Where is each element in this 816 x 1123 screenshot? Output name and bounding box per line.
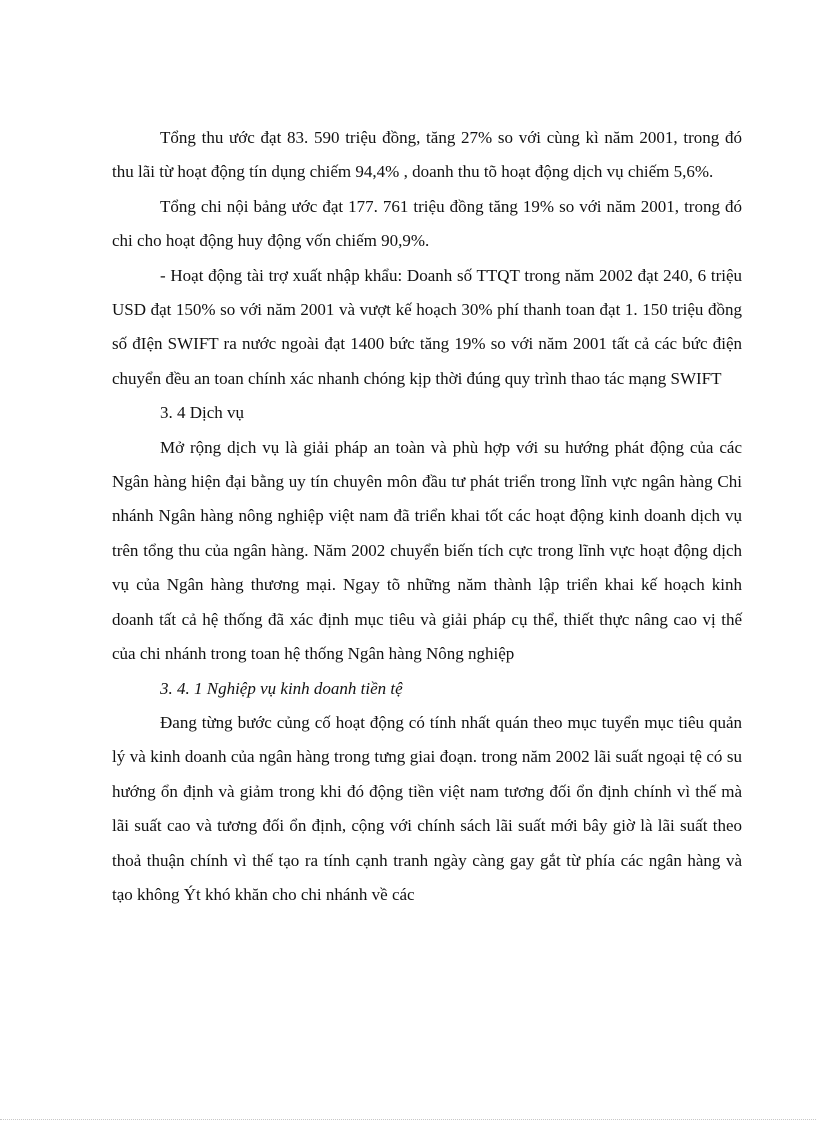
paragraph-services: Mở rộng dịch vụ là giải pháp an toàn và phù hợp với su hướng phát động của các Ngân hàng hiện đại bằng uy tín chuyên môn đầu tư phát triển trong lĩnh vực ngân hàng Chi nhánh Ngân hàng nông nghiệp việt nam đã triển khai tốt các hoạt động kinh doanh dịch vụ trên tổng thu của ngân hàng. Năm 2002 chuyển biến tích cực trong lĩnh vực hoạt động dịch vụ của Ngân hàng thương mại. Ngay tõ những năm thành lập triển khai kế hoạch kinh doanh tất cả hệ thống đã xác định mục tiêu và giải pháp cụ thể, thiết thực nâng cao vị thế của chi nhánh trong toan hệ thống Ngân hàng Nông nghiệp: [112, 437, 742, 664]
paragraph-currency-business: Đang từng bước củng cố hoạt động có tính nhất quán theo mục tuyển mục tiêu quản lý và kinh doanh của ngân hàng trong tưng giai đoạn. trong năm 2002 lãi suất ngoại tệ có su hướng ổn định và giảm trong khi đó động tiền việt nam tương đối ổn định chính vì thế mà lãi suất cao và tương đối ổn định, cộng với chính sách lãi suất mới bây giờ là lãi suất theo thoả thuận chính vì thế tạo ra tính cạnh tranh ngày càng gay gắt từ phía các ngân hàng và tạo không Ýt khó khăn cho chi nhánh về các: [112, 712, 742, 904]
page-bottom-divider: [0, 1119, 816, 1120]
paragraph-total-expense: Tổng chi nội bảng ước đạt 177. 761 triệu đồng tăng 19% so với năm 2001, trong đó chi cho hoạt động huy động vốn chiếm 90,9%.: [112, 196, 742, 251]
subsection-heading: 3. 4. 1 Nghiệp vụ kinh doanh tiền tệ: [160, 678, 403, 698]
body-text: [112, 121, 742, 912]
section-heading: 3. 4 Dịch vụ: [160, 403, 245, 423]
paragraph-import-export: - Hoạt động tài trợ xuất nhập khẩu: Doanh số TTQT trong năm 2002 đạt 240, 6 triệu USD đạt 150% so với năm 2001 và vượt kế hoạch 30% phí thanh toan đạt 1. 150 triệu đồng số đIện SWIFT ra nước ngoài đạt 1400 bức tăng 19% so với năm 2001 tất cả các bức điện chuyển đều an toan chính xác nhanh chóng kịp thời đúng quy trình thao tác mạng SWIFT: [112, 265, 742, 388]
paragraph-total-revenue: Tổng thu ước đạt 83. 590 triệu đồng, tăng 27% so với cùng kì năm 2001, trong đó thu lãi từ hoạt động tín dụng chiếm 94,4% , doanh thu tõ hoạt động dịch vụ chiếm 5,6%.: [112, 128, 742, 182]
